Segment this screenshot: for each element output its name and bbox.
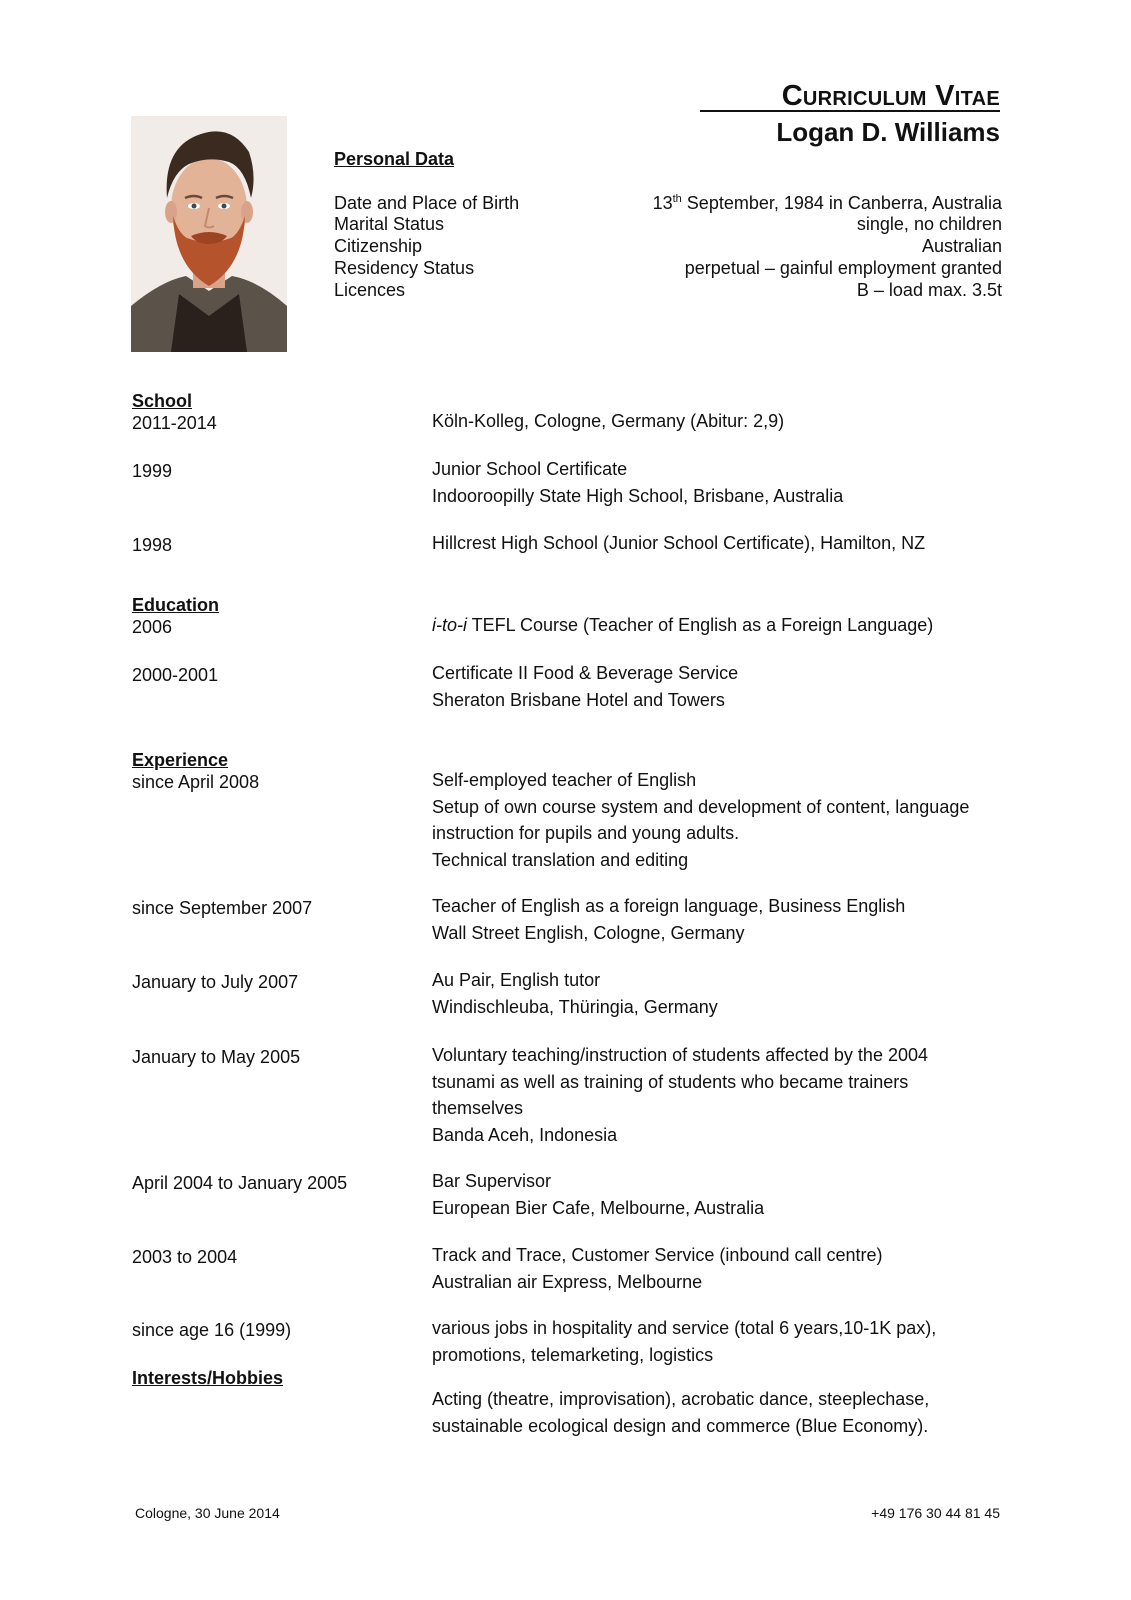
entry-date: April 2004 to January 2005: [132, 1173, 348, 1193]
description-line: Setup of own course system and development of content, language: [432, 796, 970, 817]
description-line: promotions, telemarketing, logistics: [432, 1344, 714, 1365]
residency-value: perpetual – gainful employment granted: [684, 258, 1002, 278]
entry-date: 1999: [132, 461, 173, 481]
person-name: Logan D. Williams: [776, 117, 1000, 147]
description-line: [432, 612, 1007, 639]
entry-date: since age 16 (1999): [132, 1320, 292, 1340]
birth-day: 13: [652, 193, 673, 213]
entry-date: 1998: [132, 535, 173, 555]
document-title: Curriculum Vitae: [781, 80, 1000, 112]
footer-place-date: Cologne, 30 June 2014: [135, 1505, 280, 1521]
school-heading: School: [132, 391, 193, 411]
description-line: Teacher of English as a foreign language, Business English: [432, 896, 906, 916]
entry-date: 2011-2014: [132, 413, 217, 433]
entry-description: [432, 1042, 1007, 1148]
licences-label: Licences: [334, 280, 406, 300]
entry-date: since April 2008: [132, 772, 260, 792]
description-line: Junior School Certificate: [432, 459, 628, 479]
description-line: themselves: [432, 1098, 524, 1118]
entry-date: 2006: [132, 617, 173, 637]
description-line: Hillcrest High School (Junior School Certificate), Hamilton, NZ: [432, 533, 926, 553]
birth-label: Date and Place of Birth: [334, 193, 520, 213]
description-line: tsunami as well as training of students who became trainers: [432, 1071, 909, 1092]
marital-value: single, no children: [856, 214, 1002, 234]
entry-description: [432, 1315, 1007, 1368]
description-line: Bar Supervisor: [432, 1171, 552, 1191]
entry-date: 2003 to 2004: [132, 1247, 238, 1267]
entry-description: [432, 408, 1007, 435]
entry-description: [432, 767, 1007, 873]
residency-label: Residency Status: [334, 258, 475, 278]
entry-description: [432, 456, 1007, 509]
entry-description: [432, 660, 1007, 713]
course-provider: i-to-i: [432, 615, 467, 635]
portrait-illustration: [131, 116, 287, 352]
entry-date: since September 2007: [132, 898, 313, 918]
personal-data-heading: Personal Data: [334, 149, 455, 169]
entry-date: January to July 2007: [132, 972, 299, 992]
description-line: Technical translation and editing: [432, 849, 689, 870]
description-line: Wall Street English, Cologne, Germany: [432, 922, 745, 943]
entry-description: [432, 530, 1007, 557]
experience-heading: Experience: [132, 750, 229, 770]
description-line: Sheraton Brisbane Hotel and Towers: [432, 689, 725, 710]
licences-value: B – load max. 3.5t: [856, 280, 1002, 300]
description-line: instruction for pupils and young adults.: [432, 823, 740, 843]
description-line: Track and Trace, Customer Service (inbound call centre): [432, 1245, 883, 1265]
description-line: various jobs in hospitality and service (total 6 years,10-1K pax),: [432, 1318, 937, 1338]
hobbies-description: [432, 1386, 1007, 1439]
description-line: Certificate II Food & Beverage Service: [432, 663, 739, 683]
description-line: Self-employed teacher of English: [432, 770, 697, 790]
education-heading: Education: [132, 595, 220, 615]
entry-date: January to May 2005: [132, 1047, 301, 1067]
citizenship-value: Australian: [921, 236, 1002, 256]
birth-day-suffix: th: [672, 193, 682, 205]
entry-date: 2000-2001: [132, 665, 219, 685]
birth-value: [560, 192, 1002, 214]
birth-date-place: September, 1984 in Canberra, Australia: [681, 193, 1002, 213]
hobbies-heading: Interests/Hobbies: [132, 1368, 284, 1388]
footer-phone: +49 176 30 44 81 45: [871, 1505, 1000, 1521]
entry-description: [432, 1168, 1007, 1221]
entry-description: [432, 893, 1007, 946]
description-line: European Bier Cafe, Melbourne, Australia: [432, 1197, 765, 1218]
description-line: Acting (theatre, improvisation), acrobatic dance, steeplechase,: [432, 1389, 930, 1409]
description-line: Banda Aceh, Indonesia: [432, 1124, 618, 1145]
title-underline: [700, 110, 1000, 112]
description-line: Australian air Express, Melbourne: [432, 1271, 703, 1292]
description-line: Köln-Kolleg, Cologne, Germany (Abitur: 2,9): [432, 411, 785, 431]
entry-description: [432, 612, 1007, 639]
description-line: Windischleuba, Thüringia, Germany: [432, 996, 718, 1017]
description-line: Voluntary teaching/instruction of students affected by the 2004: [432, 1045, 929, 1065]
citizenship-label: Citizenship: [334, 236, 423, 256]
description-line: Au Pair, English tutor: [432, 970, 601, 990]
entry-description: [432, 1242, 1007, 1295]
marital-label: Marital Status: [334, 214, 445, 234]
entry-description: [432, 967, 1007, 1020]
course-title: TEFL Course (Teacher of English as a Foreign Language): [467, 615, 934, 635]
description-line: Indooroopilly State High School, Brisbane, Australia: [432, 485, 844, 506]
description-line: sustainable ecological design and commerce (Blue Economy).: [432, 1415, 929, 1436]
profile-photo: [131, 116, 287, 352]
